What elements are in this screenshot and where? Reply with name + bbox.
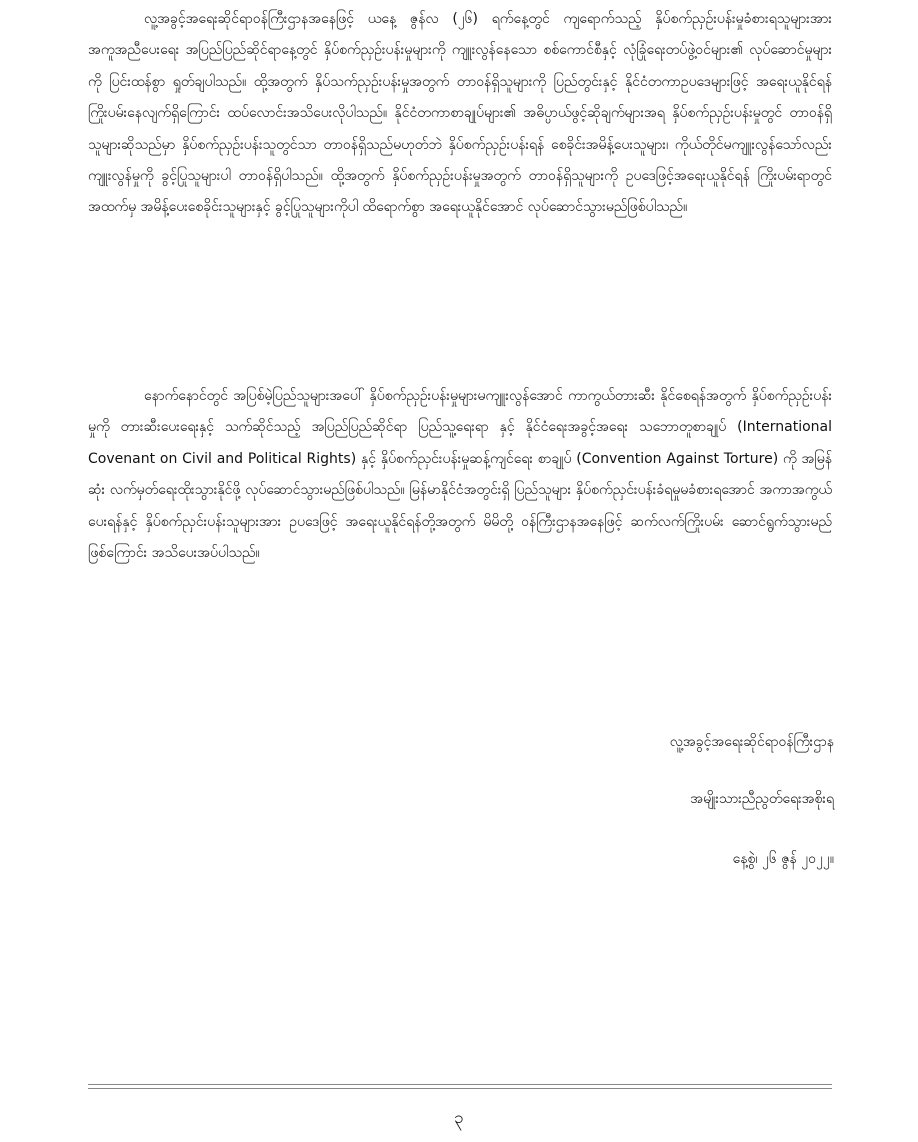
signature-government: အမျိုးသားညီညွတ်ရေးအစိုးရ	[690, 791, 834, 807]
footer-divider	[88, 1084, 832, 1085]
signature-ministry: လူ့အခွင့်အရေးဆိုင်ရာဝန်ကြီးဌာန	[669, 734, 834, 750]
footer-divider-secondary	[88, 1088, 832, 1089]
signature-date: နေ့စွဲ၊ ၂၆ ဇွန် ၂၀၂၂။	[732, 851, 834, 867]
body-paragraph-2: နောက်နောင်တွင် အပြစ်မဲ့ပြည်သူများအပေါ် နှိပ်စက်ညှဉ်းပန်းမှုများမကျူးလွန်အောင် ကာကွယ်တားဆီး နိုင်စေရန်အတွက် နှိပ်စက်ညှဉ်းပန်းမှုကို တားဆီးပေးရေးနှင့် သက်ဆိုင်သည့် အပြည်ပြည်ဆိုင်ရာ ပြည်သူ့ရေးရာ နှင့် နိုင်ငံရေးအခွင့်အရေး သဘောတူစာချုပ် (International Covenant on Civil and Political Rights) နှင့် နှိပ်စက်ညှင်းပန်းမှုဆန့်ကျင်ရေး စာချုပ် (Convention Against Torture) ကို အမြန်ဆုံး လက်မှတ်ရေးထိုးသွားနိုင်ဖို့ လုပ်ဆောင်သွားမည်ဖြစ်ပါသည်။ မြန်မာနိုင်ငံအတွင်းရှိ ပြည်သူများ နှိပ်စက်ညှင်းပန်းခံရမှုမခံစားရအောင် အကာအကွယ်ပေးရန်နှင့် နှိပ်စက်ညှင်းပန်းသူများအား ဥပဒေဖြင့် အရေးယူနိုင်ရန်တို့အတွက် မိမိတို့ ဝန်ကြီးဌာနအနေဖြင့် ဆက်လက်ကြိုးပမ်း ဆောင်ရွက်သွားမည် ဖြစ်ကြောင်း အသိပေးအပ်ပါသည်။	[88, 388, 832, 562]
body-paragraph-1: လူ့အခွင့်အရေးဆိုင်ရာဝန်ကြီးဌာနအနေဖြင့် ယနေ့ ဇွန်လ (၂၆) ရက်နေ့တွင် ကျရောက်သည့် နှိပ်စက်ညှဉ်းပန်းမှုခံစားရသူများအား အကူအညီပေးရေး အပြည်ပြည်ဆိုင်ရာနေ့တွင် နှိပ်စက်ညှဉ်းပန်းမှုများကို ကျူးလွန်နေသော စစ်ကောင်စီနှင့် လုံခြုံရေးတပ်ဖွဲ့ဝင်များ၏ လုပ်ဆောင်မှုများကို ပြင်းထန်စွာ ရှုတ်ချပါသည်။ ထို့အတွက် နှိပ်သက်ညှဉ်းပန်းမှုအတွက် တာဝန်ရှိသူများကို ပြည်တွင်းနှင့် နိုင်ငံတကာဥပဒေများဖြင့် အရေးယူနိုင်ရန် ကြိုးပမ်းနေလျက်ရှိကြောင်း ထပ်လောင်းအသိပေးလိုပါသည်။ နိုင်ငံတကာစာချုပ်များ၏ အဓိပ္ပာယ်ဖွင့်ဆိုချက်များအရ နှိပ်စက်ညှဉ်းပန်းမှုတွင် တာဝန်ရှိသူများဆိုသည်မှာ နှိပ်စက်ညှဉ်းပန်းသူတွင်သာ တာဝန်ရှိသည်မဟုတ်ဘဲ နှိပ်စက်ညှဉ်းပန်းရန် စေခိုင်းအမိန့်ပေးသူများ၊ ကိုယ်တိုင်မကျူးလွန်သော်လည်း ကျူးလွန်မှုကို ခွင့်ပြုသူများပါ တာဝန်ရှိပါသည်။ ထို့အတွက် နှိပ်စက်ညှဉ်းပန်းမှုအတွက် တာဝန်ရှိသူများကို ဥပဒေဖြင့်အရေးယူနိုင်ရန် ကြိုးပမ်းရာတွင် အထက်မှ အမိန့်ပေးစေခိုင်းသူများနှင့် ခွင့်ပြုသူများကိုပါ ထိရောက်စွာ အရေးယူနိုင်အောင် လုပ်ဆောင်သွားမည်ဖြစ်ပါသည်။	[88, 11, 832, 216]
page-number: ၃	[454, 1108, 464, 1128]
